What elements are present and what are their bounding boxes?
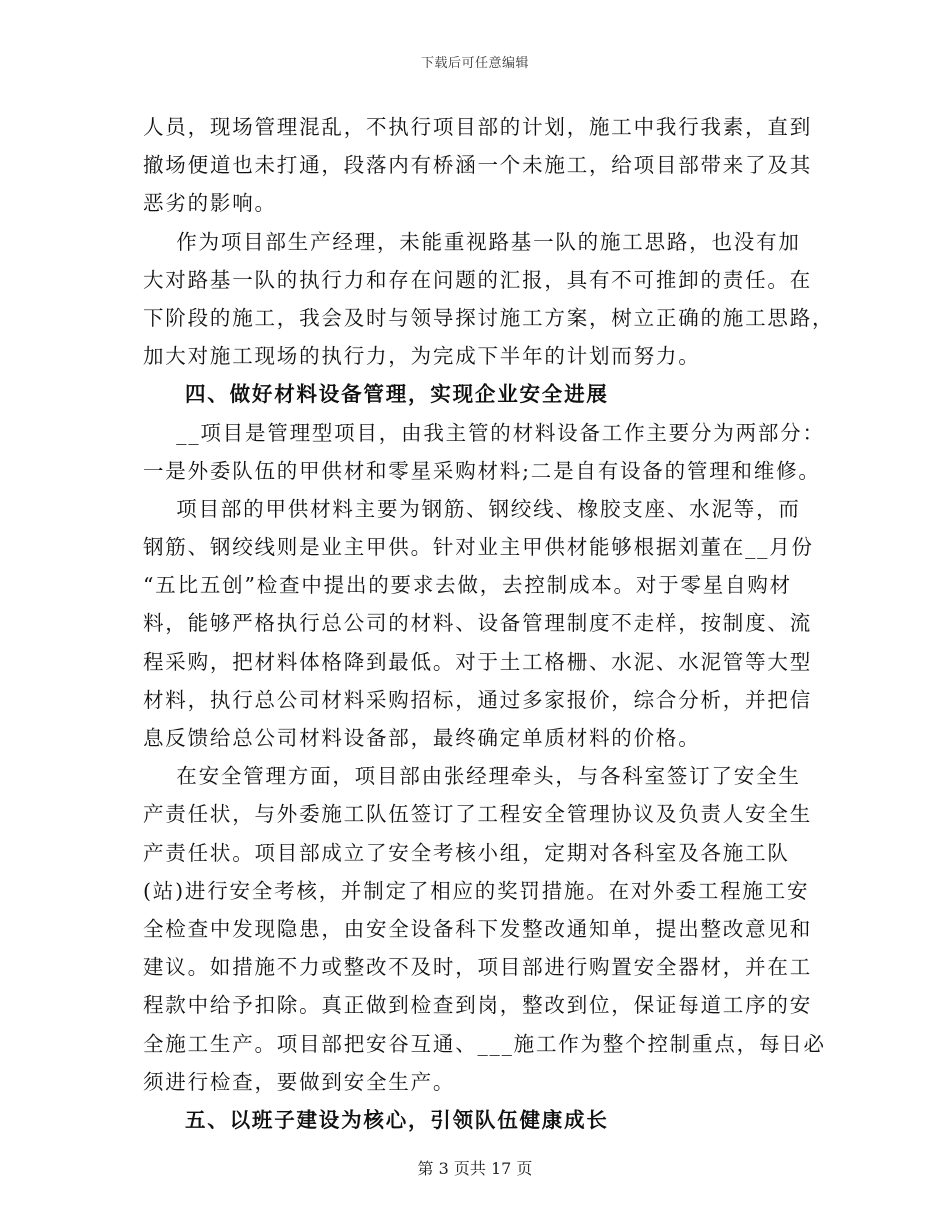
text-line: 产责任状，与外委施工队伍签订了工程安全管理协议及负责人安全生	[143, 802, 812, 827]
text-line: 在安全管理方面，项目部由张经理牵头，与各科室签订了安全生	[143, 764, 801, 789]
text-line: 大对路基一队的执行力和存在问题的汇报，具有不可推卸的责任。在	[143, 267, 812, 292]
text-line: 下阶段的施工，我会及时与领导探讨施工方案，树立正确的施工思路，	[143, 305, 835, 330]
text-line: 项目部的甲供材料主要为钢筋、钢绞线、橡胶支座、水泥等，而	[143, 496, 801, 521]
text-line: 建议。如措施不力或整改不及时，项目部进行购置安全器材，并在工	[143, 955, 812, 980]
text-line: 程采购，把材料体格降到最低。对于土工格栅、水泥、水泥管等大型	[143, 649, 812, 674]
text-line: 加大对施工现场的执行力，为完成下半年的计划而努力。	[143, 344, 701, 369]
section-heading-5: 五、以班子建设为核心，引领队伍健康成长	[185, 1107, 609, 1132]
text-line: 人员，现场管理混乱，不执行项目部的计划，施工中我行我素，直到	[143, 115, 812, 139]
page-footer: 第 3 页共 17 页	[417, 1159, 533, 1178]
text-line: __项目是管理型项目，由我主管的材料设备工作主要分为两部分：	[143, 420, 825, 445]
text-line: 钢筋、钢绞线则是业主甲供。针对业主甲供材能够根据刘董在__月份	[143, 535, 814, 560]
section-heading-4: 四、做好材料设备管理，实现企业安全进展	[185, 382, 609, 407]
text-line: 全施工生产。项目部把安谷互通、___施工作为整个控制重点，每日必	[143, 1031, 826, 1056]
text-line: (站)进行安全考核，并制定了相应的奖罚措施。在对外委工程施工安	[143, 878, 810, 903]
text-line: 全检查中发现隐患，由安全设备科下发整改通知单，提出整改意见和	[143, 916, 812, 941]
text-line: 息反馈给总公司材料设备部，最终确定单质材料的价格。	[143, 726, 701, 750]
document-body	[143, 108, 835, 1139]
text-line: 撤场便道也未打通，段落内有桥涵一个未施工，给项目部带来了及其	[143, 153, 812, 178]
text-line: 料，能够严格执行总公司的材料、设备管理制度不走样，按制度、流	[143, 611, 812, 636]
text-line: 材料，执行总公司材料采购招标，通过多家报价，综合分析，并把信	[143, 687, 812, 712]
text-line: 程款中给予扣除。真正做到检查到岗，整改到位，保证每道工序的安	[143, 993, 812, 1018]
text-line: 须进行检查，要做到安全生产。	[143, 1069, 456, 1094]
text-line: “五比五创”检查中提出的要求去做，去控制成本。对于零星自购材	[143, 573, 792, 598]
page-header: 下载后可任意编辑	[420, 56, 529, 71]
text-line: 作为项目部生产经理，未能重视路基一队的施工思路，也没有加	[143, 229, 801, 254]
text-line: 一是外委队伍的甲供材和零星采购材料;二是自有设备的管理和维修。	[143, 458, 821, 483]
text-line: 恶劣的影响。	[143, 191, 277, 216]
text-line: 产责任状。项目部成立了安全考核小组，定期对各科室及各施工队	[143, 840, 790, 865]
